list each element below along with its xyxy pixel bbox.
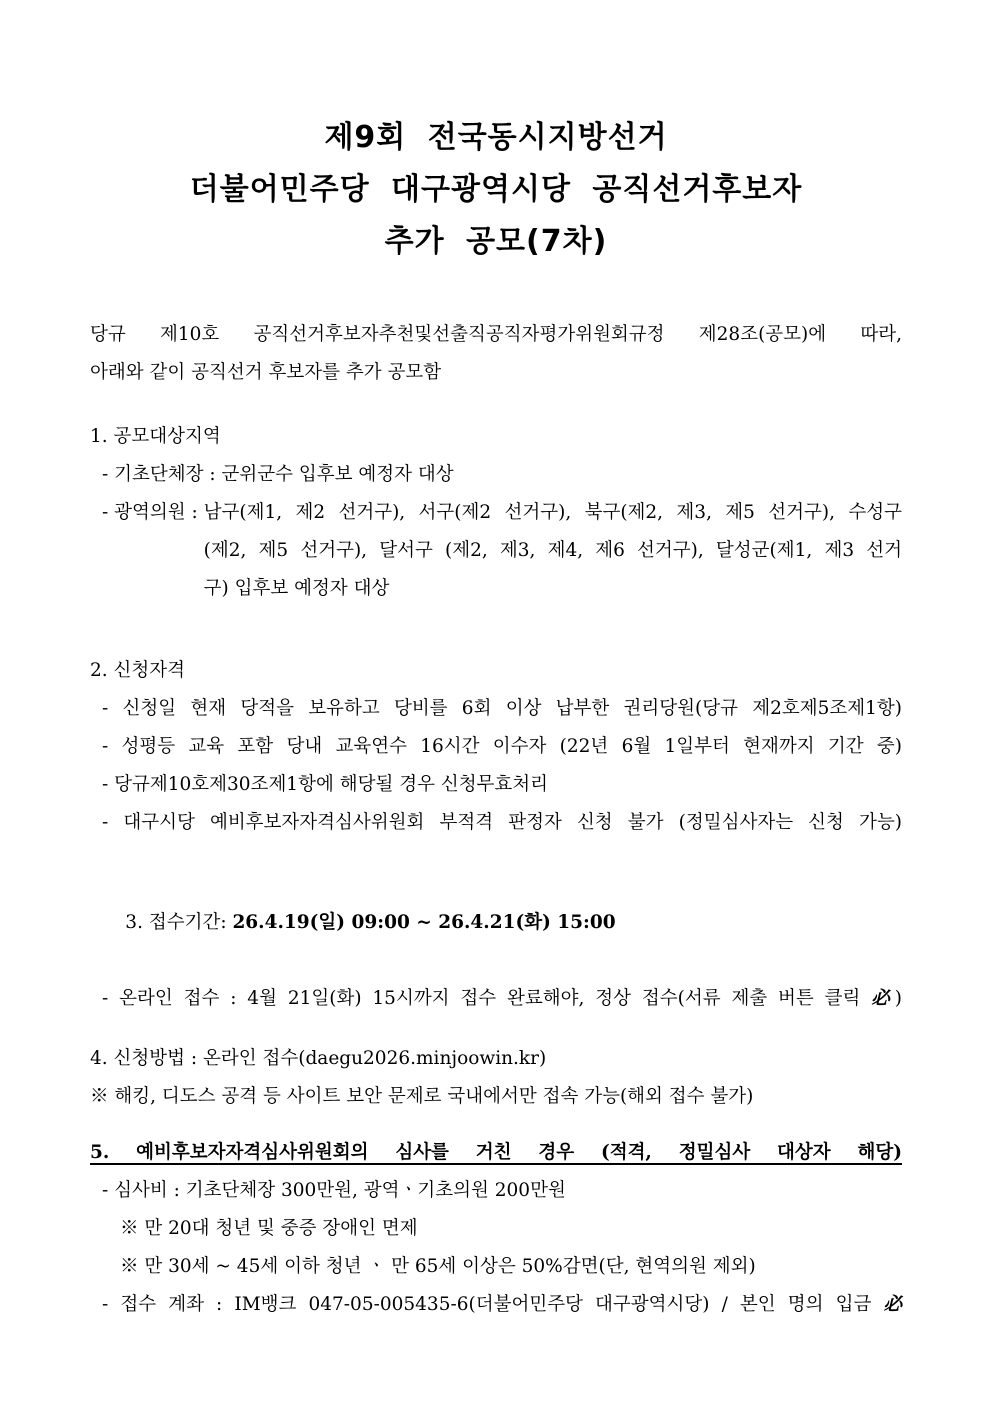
section-4-heading: 4. 신청방법 : 온라인 접수(daegu2026.minjoowin.kr) <box>90 1048 547 1069</box>
online-deadline-item <box>90 980 902 1018</box>
intro-paragraph <box>90 316 902 392</box>
regional-members-body <box>204 494 902 608</box>
title-line-1: 제9회 전국동시지방선거 <box>324 120 668 155</box>
title-line-3: 추가 공모(7차) <box>384 224 608 259</box>
regional-line-2: (제2, 제5 선거구), 달서구 (제2, 제3, 제4, 제6 선거구), 달성군(제1, 제3 선거 <box>203 540 902 561</box>
period-label: 3. 접수기간: <box>125 912 233 933</box>
document-title <box>90 112 902 268</box>
regional-line-1: 남구(제1, 제2 선거구), 서구(제2 선거구), 북구(제2, 제3, 제5 선거구), 수성구 <box>203 502 902 523</box>
section-application-period <box>90 866 902 1018</box>
required-mark: 必 <box>883 1294 902 1315</box>
eligibility-item-invalid: - 당규제10호제30조제1항에 해당될 경우 신청무효처리 <box>102 774 549 795</box>
fee-exempt-note: ※ 만 20대 청년 및 중증 장애인 면제 <box>120 1218 418 1239</box>
section-screening-fee <box>90 1134 902 1324</box>
regional-line-3: 구) 입후보 예정자 대상 <box>203 578 390 599</box>
regional-members-label: - 광역의원 : <box>102 502 204 523</box>
fee-item: - 심사비 : 기초단체장 300만원, 광역ㆍ기초의원 200만원 <box>102 1180 566 1201</box>
online-deadline-text: - 온라인 접수 : 4월 21일(화) 15시까지 접수 완료해야, 정상 접수(서류 제출 버튼 클릭 <box>102 988 872 1009</box>
section-eligibility <box>90 652 902 842</box>
fee-discount-note: ※ 만 30세 ~ 45세 이하 청년 ㆍ 만 65세 이상은 50%감면(단, 현역의원 제외) <box>120 1256 756 1277</box>
title-line-2: 더불어민주당 대구광역시당 공직선거후보자 <box>189 172 803 207</box>
list-item-regional-members <box>90 494 902 608</box>
intro-line-1: 당규 제10호 공직선거후보자추천및선출직공직자평가위원회규정 제28조(공모)에 따라, <box>90 324 902 345</box>
security-note: ※ 해킹, 디도스 공격 등 사이트 보안 문제로 국내에서만 접속 가능(해외 접수 불가) <box>90 1086 754 1107</box>
section-3-heading <box>90 866 902 980</box>
eligibility-item-education: - 성평등 교육 포함 당내 교육연수 16시간 이수자 (22년 6월 1일부터 현재까지 기간 중) <box>102 736 902 757</box>
intro-line-2: 아래와 같이 공직선거 후보자를 추가 공모함 <box>90 362 442 383</box>
section-2-heading: 2. 신청자격 <box>90 660 186 681</box>
account-item <box>90 1286 902 1324</box>
period-dates: 26.4.19(일) 09:00 ~ 26.4.21(화) 15:00 <box>232 912 616 933</box>
list-item-basic-head: - 기초단체장 : 군위군수 입후보 예정자 대상 <box>102 464 454 485</box>
eligibility-item-dues: - 신청일 현재 당적을 보유하고 당비를 6회 이상 납부한 권리당원(당규 제2호제5조제1항) <box>102 698 902 719</box>
account-text: - 접수 계좌 : IM뱅크 047-05-005435-6(더불어민주당 대구광역시당) / 본인 명의 입금 <box>102 1294 884 1315</box>
section-1-heading: 1. 공모대상지역 <box>90 426 221 447</box>
required-mark: 必 <box>871 988 895 1009</box>
section-5-heading: 5. 예비후보자자격심사위원회의 심사를 거친 경우 (적격, 정밀심사 대상자 해당) <box>90 1142 902 1163</box>
online-deadline-close-paren: ) <box>894 988 902 1009</box>
section-target-regions <box>90 418 902 608</box>
eligibility-item-screening: - 대구시당 예비후보자자격심사위원회 부적격 판정자 신청 불가 (정밀심사자는 신청 가능) <box>102 812 902 833</box>
section-application-method <box>90 1040 902 1116</box>
